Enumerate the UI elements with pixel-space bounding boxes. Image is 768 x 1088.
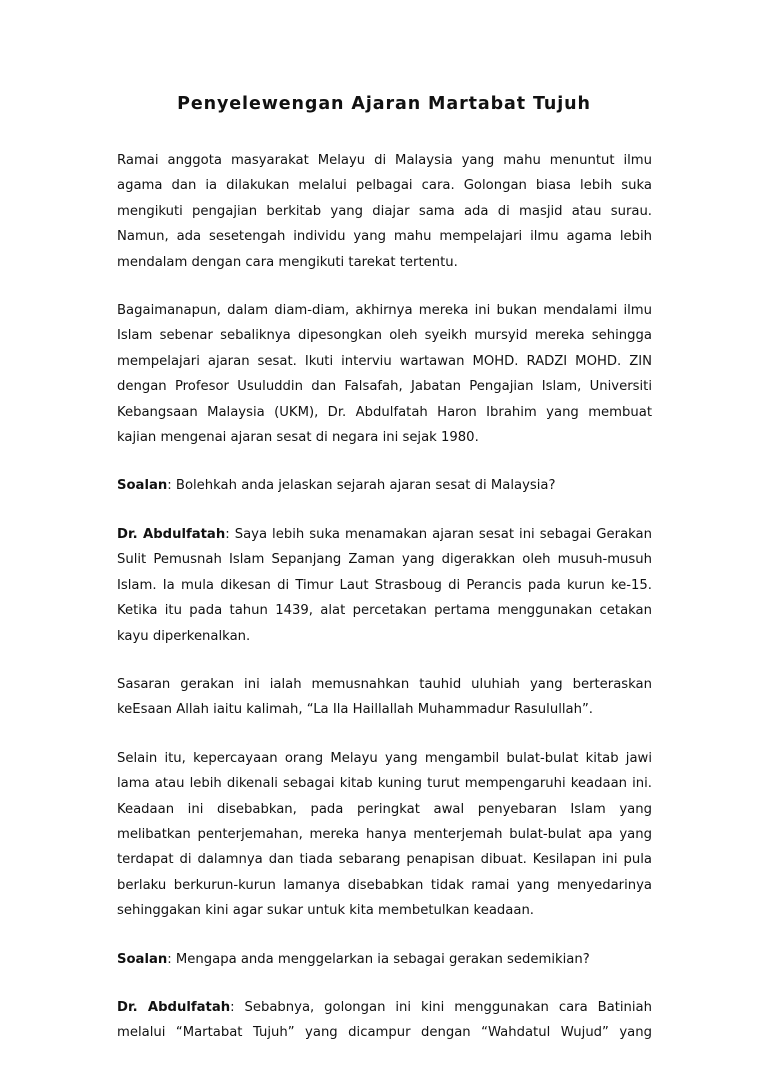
- paragraph-text: : Mengapa anda menggelarkan ia sebagai gerakan sedemikian?: [167, 951, 590, 967]
- question-2: [117, 947, 652, 972]
- paragraph-text: Ramai anggota masyarakat Melayu di Malaysia yang mahu menuntut ilmu agama dan ia dilakukan melalui pelbagai cara. Golongan biasa lebih suka mengikuti pengajian berkitab yang diajar sama ada di masjid atau surau. Namun, ada sesetengah individu yang mahu mempelajari ilmu agama lebih mendalam dengan cara mengikuti tarekat tertentu.: [117, 153, 652, 270]
- speaker-label: Soalan: [117, 478, 168, 494]
- paragraph-text: Bagaimanapun, dalam diam-diam, akhirnya mereka ini bukan mendalami ilmu Islam sebenar sebaliknya dipesongkan oleh syeikh mursyid mereka sehingga mempelajari ajaran sesat. Ikuti interviu wartawan MOHD. RADZI MOHD. ZIN dengan Profesor Usuluddin dan Falsafah, Jabatan Pengajian Islam, Universiti Kebangsaan Malaysia (UKM), Dr. Abdulfatah Haron Ibrahim yang membuat kajian mengenai ajaran sesat di negara ini sejak 1980.: [117, 303, 652, 446]
- paragraph-intro: [117, 148, 652, 275]
- paragraph-context: [117, 298, 652, 450]
- paragraph-text: Selain itu, kepercayaan orang Melayu yang mengambil bulat-bulat kitab jawi lama atau lebih dikenali sebagai kitab kuning turut mempengaruhi keadaan ini. Keadaan ini disebabkan, pada peringkat awal penyebaran Islam yang melibatkan penterjemahan, mereka hanya menterjemah bulat-bulat apa yang terdapat di dalamnya dan tiada sebarang penapisan dibuat. Kesilapan ini pula berlaku berkurun-kurun lamanya disebabkan tidak ramai yang menyedarinya sehinggakan kini agar sukar untuk kita membetulkan keadaan.: [117, 750, 652, 919]
- paragraph-text: : Saya lebih suka menamakan ajaran sesat ini sebagai Gerakan Sulit Pemusnah Islam Sepanjang Zaman yang digerakkan oleh musuh-musuh Islam. Ia mula dikesan di Timur Laut Strasboug di Perancis pada kurun ke-15. Ketika itu pada tahun 1439, alat percetakan pertama menggunakan cetakan kayu diperkenalkan.: [117, 526, 652, 644]
- paragraph-text: : Bolehkah anda jelaskan sejarah ajaran sesat di Malaysia?: [167, 478, 556, 494]
- document-body: [117, 148, 652, 1046]
- answer-2: [117, 995, 652, 1046]
- speaker-label: Dr. Abdulfatah: [117, 526, 226, 542]
- speaker-label: Soalan: [117, 951, 168, 967]
- paragraph-text: : Sebabnya, golongan ini kini menggunakan cara Batiniah melalui “Martabat Tujuh” yang dicampur dengan “Wahdatul Wujud” yang: [117, 999, 652, 1041]
- answer-1-continued-2: [117, 746, 652, 924]
- question-1: [117, 473, 652, 498]
- answer-1: [117, 522, 652, 649]
- paragraph-text: Sasaran gerakan ini ialah memusnahkan tauhid uluhiah yang berteraskan keEsaan Allah iaitu kalimah, “La Ila Haillallah Muhammadur Rasulullah”.: [117, 676, 652, 718]
- answer-1-continued: [117, 672, 652, 723]
- speaker-label: Dr. Abdulfatah: [117, 999, 231, 1015]
- document-title: Penyelewengan Ajaran Martabat Tujuh: [177, 94, 591, 114]
